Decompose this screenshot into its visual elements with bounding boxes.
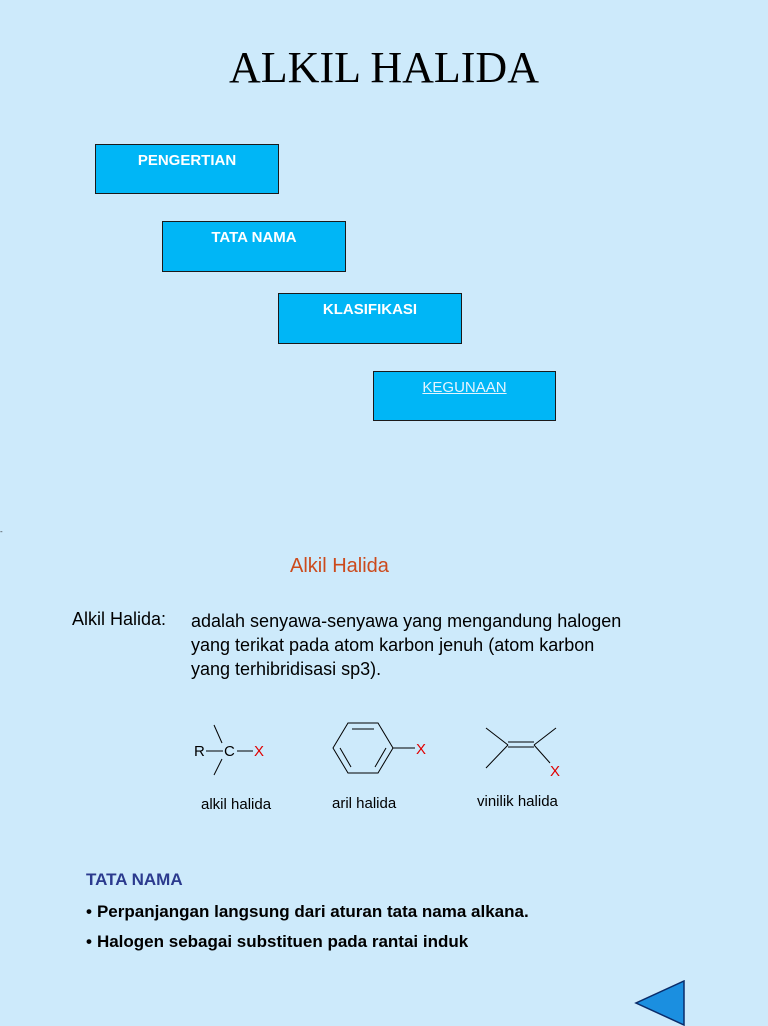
definition-text <box>191 609 711 681</box>
nav-link-label: KEGUNAAN <box>422 379 507 396</box>
benzene-ring <box>333 723 393 773</box>
vinilik-halida-label: vinilik halida <box>477 793 558 810</box>
bullet-item: • Halogen sebagai substituen pada rantai induk <box>86 930 529 960</box>
nav-button-label: TATA NAMA <box>211 229 297 246</box>
double-bond-line <box>375 748 386 767</box>
vinilik-halida-structure <box>486 728 560 780</box>
halogen-x-text: X <box>550 763 561 780</box>
nav-button-tata-nama[interactable] <box>162 221 346 272</box>
bond-line <box>214 725 222 743</box>
alkil-halida-structure <box>194 725 264 775</box>
structure-diagrams <box>170 715 590 795</box>
aril-halida-structure <box>333 723 426 773</box>
double-bond-line <box>340 748 351 767</box>
carbon-atom-text: C <box>224 743 235 760</box>
stray-mark: - <box>0 527 3 536</box>
nav-link-kegunaan[interactable] <box>373 371 556 421</box>
section-heading: Alkil Halida <box>290 555 389 577</box>
aril-halida-label: aril halida <box>332 795 397 812</box>
alkil-halida-label: alkil halida <box>201 796 272 813</box>
bullet-item: • Perpanjangan langsung dari aturan tata nama alkana. <box>86 900 529 930</box>
halogen-x-text: X <box>254 743 265 760</box>
bond-line <box>214 759 222 775</box>
halogen-x-text: X <box>416 741 427 758</box>
nav-button-label: KLASIFIKASI <box>322 301 418 318</box>
definition-term: Alkil Halida: <box>72 609 167 629</box>
nav-button-klasifikasi[interactable] <box>278 293 462 344</box>
bond-line <box>486 728 508 745</box>
bond-line <box>534 728 556 745</box>
tata-nama-heading: TATA NAMA <box>86 870 183 889</box>
triangle-left-icon[interactable] <box>634 980 686 1026</box>
definition-line: yang terikat pada atom karbon jenuh (atom karbon <box>191 635 595 655</box>
bond-line <box>534 745 550 763</box>
triangle-shape <box>636 981 684 1025</box>
tata-nama-bullet-list <box>86 900 529 960</box>
definition-line: yang terhibridisasi sp3). <box>191 659 382 679</box>
nav-button-pengertian[interactable] <box>95 144 279 194</box>
nav-button-label: PENGERTIAN <box>137 152 237 169</box>
bond-line <box>486 745 508 768</box>
r-group-text: R <box>194 743 205 760</box>
page-title: ALKIL HALIDA <box>229 43 539 92</box>
definition-line: adalah senyawa-senyawa yang mengandung halogen <box>191 611 622 631</box>
